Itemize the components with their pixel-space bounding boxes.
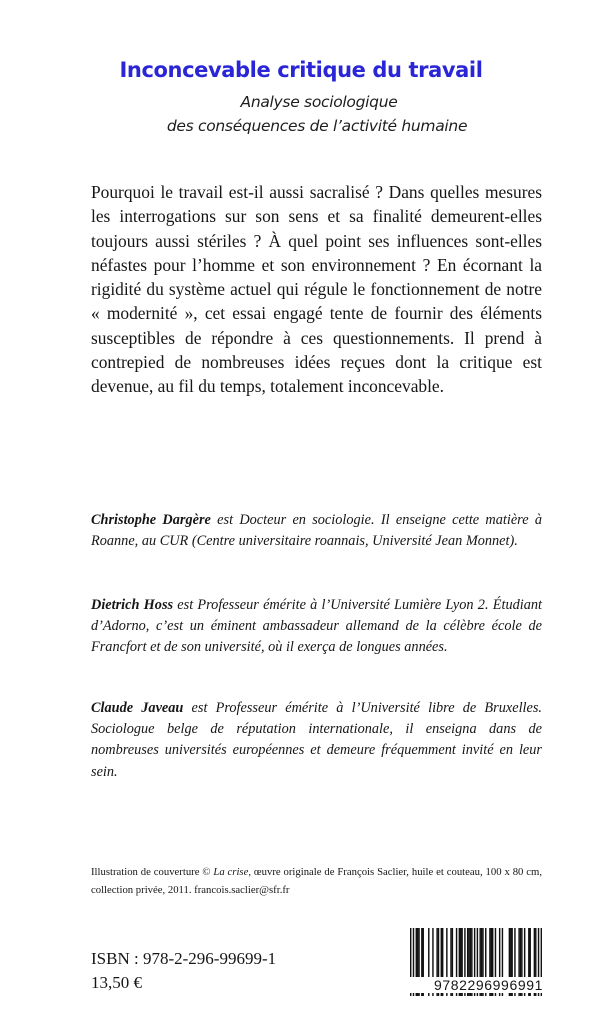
credit-prefix: Illustration de couverture ©: [91, 866, 214, 878]
price: 13,50 €: [91, 973, 142, 992]
isbn: ISBN : 978-2-296-99699-1: [91, 949, 277, 968]
back-cover-blurb: Pourquoi le travail est-il aussi sacralisé ? Dans quelles mesures les interrogations sur son sens et sa finalité demeurent-elles toujours aussi stériles ? À quel point ses influences sont-elles néfastes pour l’homme et son environnement ? En écornant la rigidité du système actuel qui régule le fonctionnement de notre « modernité », cet essai engagé tente de fournir des éléments susceptibles de répondre à ces questionnements. Il prend à contrepied de nombreuses idées reçues dont la critique est devenue, au fil du temps, totalement inconcevable.: [91, 182, 542, 397]
author-bio-hoss: [91, 595, 542, 659]
book-title: Inconcevable critique du travail: [119, 58, 483, 82]
author-bio-text: est Professeur émérite à l’Université Lumière Lyon 2. Étudiant d’Adorno, c’est un éminent ambassadeur allemand de la célèbre école de Francfort et de son université, où il exerça de longues années.: [91, 597, 542, 656]
author-name: Christophe Dargère: [91, 512, 211, 528]
author-name: Claude Javeau: [91, 700, 184, 716]
author-name: Dietrich Hoss: [91, 597, 174, 613]
book-subtitle-line-1: Analyse sociologique: [240, 93, 398, 111]
author-bio-dargere: [91, 510, 542, 552]
credit-work-title: La crise: [213, 866, 249, 878]
barcode-digits: 9782296996991: [403, 977, 543, 993]
author-bio-text: est Docteur en sociologie. Il enseigne cette matière à Roanne, au CUR (Centre universitaire roannais, Université Jean Monnet).: [91, 512, 542, 550]
book-subtitle-line-2: des conséquences de l’activité humaine: [166, 117, 468, 135]
credit-suffix: , œuvre originale de François Saclier, huile et couteau, 100 x 80 cm, collection privée, 2011. francois.saclier@sfr.fr: [91, 866, 543, 896]
cover-illustration-credit: [91, 864, 542, 899]
author-bio-javeau: [91, 698, 542, 783]
author-bio-text: est Professeur émérite à l’Université libre de Bruxelles. Sociologue belge de réputation internationale, il enseigna dans de nombreuses universités européennes et demeure fréquemment invité en leur sein.: [91, 700, 542, 780]
